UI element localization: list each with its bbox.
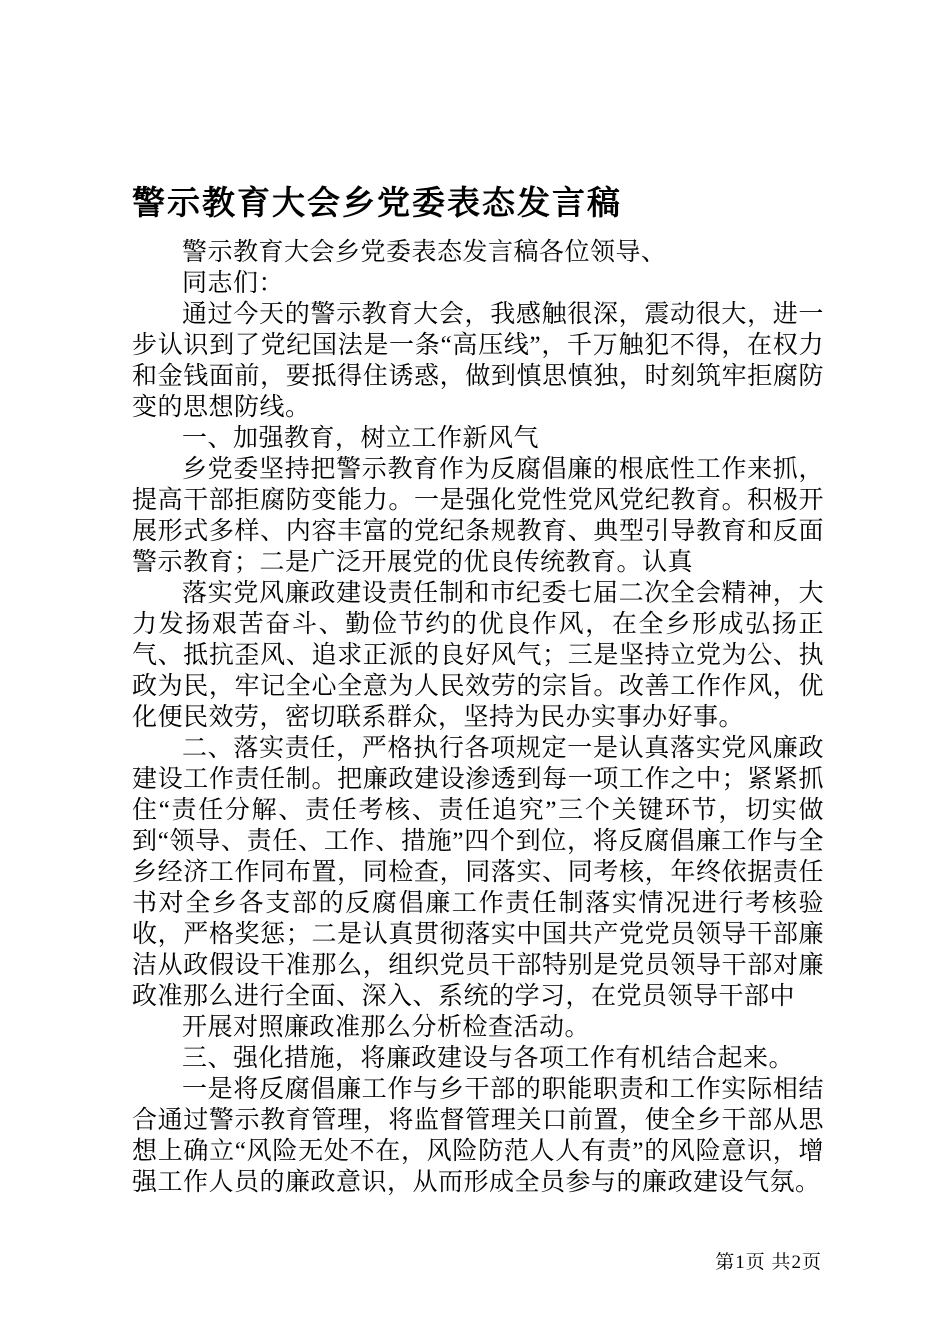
paragraph: 警示教育大会乡党委表态发言稿各位领导、 xyxy=(182,239,667,266)
paragraph: 三、强化措施，将廉政建设与各项工作有机结合起来。 xyxy=(182,1045,795,1072)
document-title: 警示教育大会乡党委表态发言稿 xyxy=(132,184,622,221)
paragraph: 一、加强教育，树立工作新风气 xyxy=(182,425,540,452)
paragraph: 开展对照廉政准那么分析检查活动。 xyxy=(182,1014,591,1041)
paragraph: 一是将反腐倡廉工作与乡干部的职能职责和工作实际相结合通过警示教育管理，将监督管理关口前置，使全乡干部从思想上确立“风险无处不在，风险防范人人有责”的风险意识，增强工作人员的廉政意识，从而形成全员参与的廉政建设气氛。 xyxy=(132,1076,824,1196)
paragraph: 通过今天的警示教育大会，我感触很深，震动很大，进一步认识到了党纪国法是一条“高压线”，千万触犯不得，在权力和金钱面前，要抵得住诱惑，做到慎思慎独，时刻筑牢拒腐防变的思想防线。 xyxy=(132,301,824,421)
paragraph: 同志们： xyxy=(182,270,285,297)
page-footer xyxy=(715,1247,822,1274)
paragraph: 二、落实责任，严格执行各项规定一是认真落实党风廉政建设工作责任制。把廉政建设渗透到每一项工作之中；紧紧抓住“责任分解、责任考核、责任追究”三个关键环节，切实做到“领导、责任、工作、措施”四个到位，将反腐倡廉工作与全乡经济工作同布置，同检查，同落实、同考核，年终依据责任书对全乡各支部的反腐倡廉工作责任制落实情况进行考核验收，严格奖惩；二是认真贯彻落实中国共产党党员领导干部廉洁从政假设干准那么，组织党员干部特别是党员领导干部对廉政准那么进行全面、深入、系统的学习，在党员领导干部中 xyxy=(132,735,824,1010)
document-content xyxy=(132,183,824,1198)
paragraph: 乡党委坚持把警示教育作为反腐倡廉的根底性工作来抓，提高干部拒腐防变能力。一是强化党性党风党纪教育。积极开展形式多样、内容丰富的党纪条规教育、典型引导教育和反面警示教育；二是广泛开展党的优良传统教育。认真 xyxy=(132,456,824,576)
document-body xyxy=(132,237,824,1198)
page-number-text: 第1页 共2页 xyxy=(715,1252,822,1273)
paragraph: 落实党风廉政建设责任制和市纪委七届二次全会精神，大力发扬艰苦奋斗、勤俭节约的优良作风，在全乡形成弘扬正气、抵抗歪风、追求正派的良好风气；三是坚持立党为公、执政为民，牢记全心全意为人民效劳的宗旨。改善工作作风，优化便民效劳，密切联系群众，坚持为民办实事办好事。 xyxy=(132,580,824,731)
